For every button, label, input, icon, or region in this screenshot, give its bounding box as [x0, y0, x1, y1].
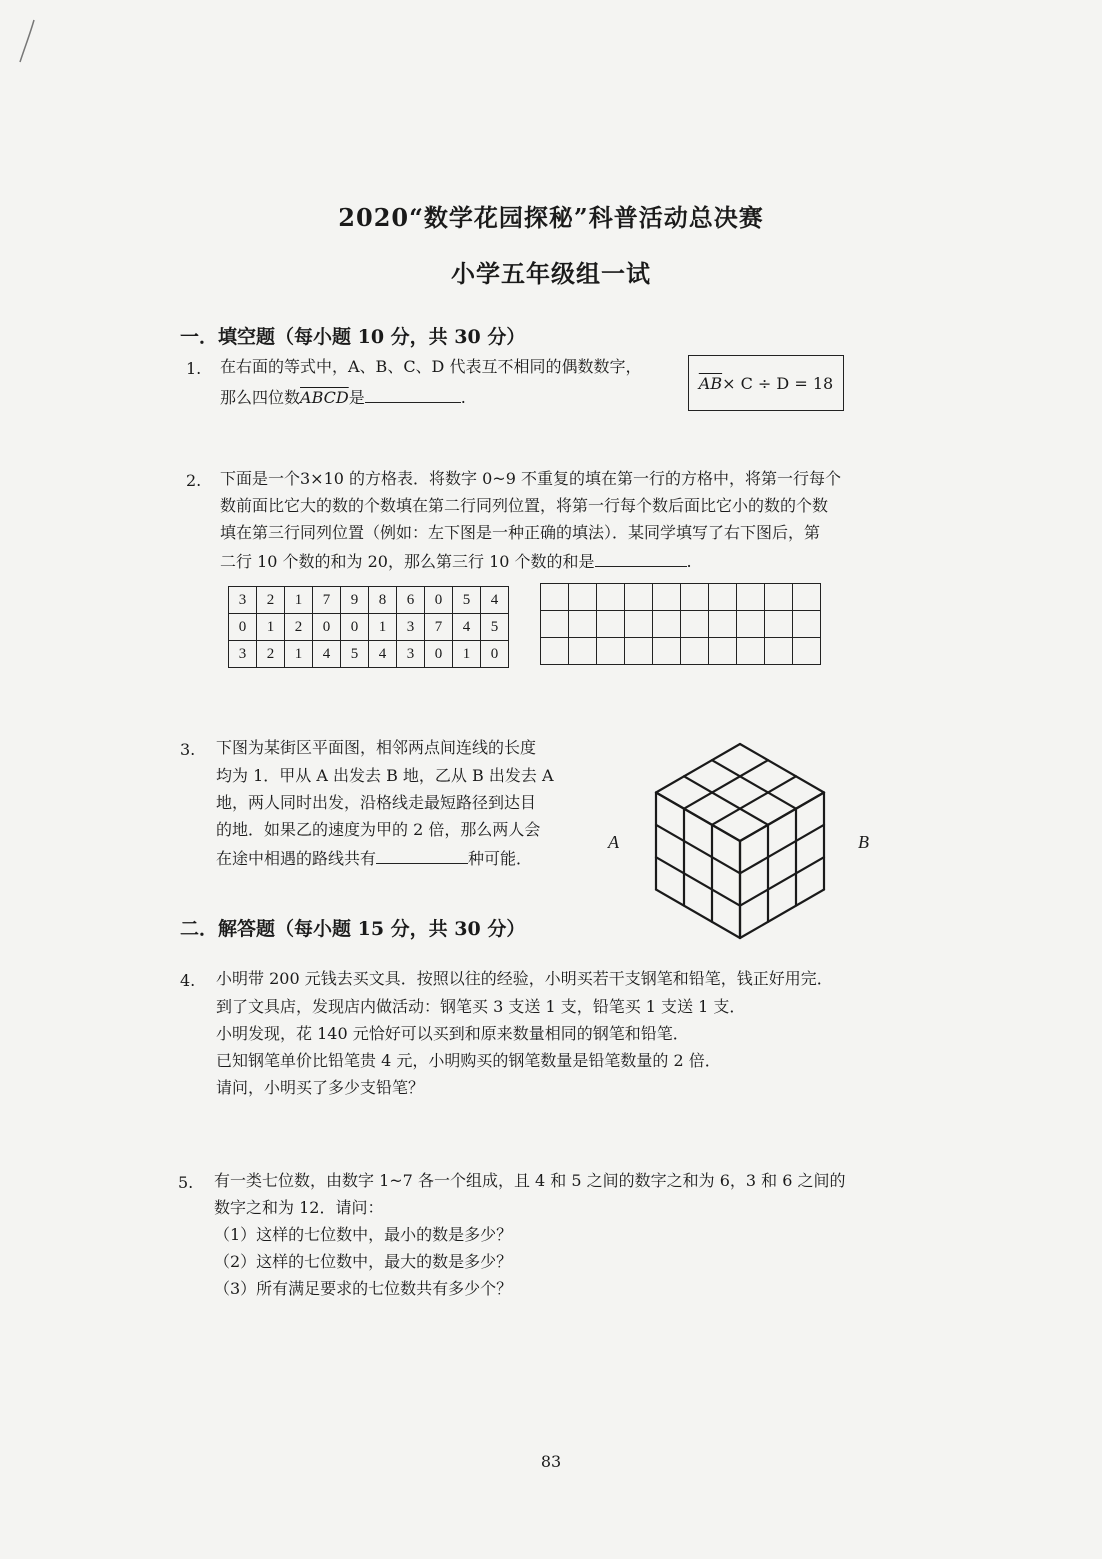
question-text-part: 是: [348, 388, 365, 407]
question-text-part: 种可能．: [468, 849, 533, 868]
grid-cell: 2: [285, 614, 313, 641]
grid-cell: 4: [481, 587, 509, 614]
question-number: 3.: [180, 740, 196, 759]
grid-cell: 0: [425, 587, 453, 614]
point-b-label: B: [858, 832, 869, 852]
grid-cell[interactable]: [625, 611, 653, 638]
street-segment: [740, 890, 824, 939]
grid-row: [541, 611, 821, 638]
question-text: [220, 388, 466, 406]
grid-cell[interactable]: [709, 584, 737, 611]
grid-cell[interactable]: [709, 638, 737, 665]
grid-cell[interactable]: [653, 638, 681, 665]
section-heading-problems: 二．解答题（每小题 15 分，共 30 分）: [180, 918, 526, 940]
grid-row: [541, 584, 821, 611]
grid-cell[interactable]: [653, 584, 681, 611]
grid-cell[interactable]: [597, 611, 625, 638]
question-text-part: .: [460, 388, 466, 407]
answer-blank[interactable]: [595, 552, 687, 567]
question-text: 请问，小明买了多少支铅笔？: [216, 1078, 425, 1097]
grid-cell: 7: [425, 614, 453, 641]
question-number: 4.: [180, 971, 196, 990]
question-text: 数前面比它大的数的个数填在第二行同列位置，将第一行每个数后面比它小的数的个数: [220, 496, 829, 515]
grid-cell: 5: [481, 614, 509, 641]
question-text-part: 那么四位数: [220, 388, 301, 407]
grid-cell: 1: [453, 641, 481, 668]
question-text: 数字之和为 12．请问：: [214, 1198, 384, 1217]
grid-cell[interactable]: [541, 584, 569, 611]
scan-mark: [14, 18, 44, 68]
question-text: 下图为某街区平面图，相邻两点间连线的长度: [216, 738, 537, 757]
question-text-part: 在途中相遇的路线共有: [216, 849, 377, 868]
grid-cell: 0: [425, 641, 453, 668]
grid-cell[interactable]: [541, 638, 569, 665]
page-number: 83: [540, 1452, 562, 1471]
grid-cell[interactable]: [569, 638, 597, 665]
question-text: 填在第三行同列位置（例如：左下图是一种正确的填法）．某同学填写了右下图后，第: [220, 523, 821, 542]
question-text: 到了文具店，发现店内做活动：钢笔买 3 支送 1 支，铅笔买 1 支送 1 支．: [216, 997, 746, 1016]
grid-cell[interactable]: [709, 611, 737, 638]
question-text: 在右面的等式中，A、B、C、D 代表互不相同的偶数数字，: [220, 357, 642, 376]
grid-cell[interactable]: [765, 638, 793, 665]
grid-cell: 0: [341, 614, 369, 641]
question-text: 的地．如果乙的速度为甲的 2 倍，那么两人会: [216, 820, 541, 839]
question-text-part: .: [686, 552, 692, 571]
grid-row: [229, 587, 509, 614]
answer-blank[interactable]: [365, 388, 461, 403]
grid-cell[interactable]: [737, 584, 765, 611]
grid-cell[interactable]: [541, 611, 569, 638]
grid-row: [541, 638, 821, 665]
grid-row: [229, 641, 509, 668]
overlined-number: ABCD: [300, 388, 349, 407]
grid-cell[interactable]: [681, 638, 709, 665]
street-segment: [656, 825, 740, 874]
grid-cell[interactable]: [737, 611, 765, 638]
grid-cell[interactable]: [597, 638, 625, 665]
grid-cell: 5: [341, 641, 369, 668]
grid-cell[interactable]: [653, 611, 681, 638]
question-text: （1）这样的七位数中，最小的数是多少？: [214, 1225, 513, 1244]
question-text: 下面是一个3×10 的方格表．将数字 0~9 不重复的填在第一行的方格中，将第一行每个: [220, 469, 841, 488]
question-text: 有一类七位数，由数字 1~7 各一个组成，且 4 和 5 之间的数字之和为 6，3 和 6 之间的: [214, 1171, 846, 1190]
grid-cell[interactable]: [765, 611, 793, 638]
street-segment: [656, 890, 740, 939]
grid-cell: 2: [257, 641, 285, 668]
grid-cell: 6: [397, 587, 425, 614]
question-text: （3）所有满足要求的七位数共有多少个？: [214, 1279, 513, 1298]
grid-cell: 4: [453, 614, 481, 641]
grid-cell[interactable]: [625, 638, 653, 665]
answer-blank[interactable]: [376, 849, 468, 864]
question-text: 已知钢笔单价比铅笔贵 4 元，小明购买的钢笔数量是铅笔数量的 2 倍．: [216, 1051, 721, 1070]
question-text-part: 二行 10 个数的和为 20，那么第三行 10 个数的和是: [220, 552, 595, 571]
example-grid: [228, 586, 509, 668]
grid-cell: 0: [313, 614, 341, 641]
grid-cell: 7: [313, 587, 341, 614]
grid-cell[interactable]: [681, 584, 709, 611]
grid-cell: 2: [257, 587, 285, 614]
street-segment: [740, 825, 824, 874]
grid-cell: 9: [341, 587, 369, 614]
grid-cell: 1: [257, 614, 285, 641]
question-text: （2）这样的七位数中，最大的数是多少？: [214, 1252, 513, 1271]
street-segment: [740, 857, 824, 906]
grid-cell[interactable]: [681, 611, 709, 638]
question-text: 均为 1．甲从 A 出发去 B 地，乙从 B 出发去 A: [216, 766, 554, 785]
grid-cell[interactable]: [793, 638, 821, 665]
grid-cell: 5: [453, 587, 481, 614]
grid-cell[interactable]: [569, 584, 597, 611]
grid-cell: 8: [369, 587, 397, 614]
empty-grid: [540, 583, 821, 665]
equation-box: [688, 355, 844, 411]
grid-cell[interactable]: [737, 638, 765, 665]
grid-cell: 4: [369, 641, 397, 668]
page-title: 2020“数学花园探秘”科普活动总决赛: [338, 203, 764, 232]
question-text: 地，两人同时出发，沿格线走最短路径到达目: [216, 793, 537, 812]
question-number: 2.: [186, 471, 202, 490]
street-segment: [656, 857, 740, 906]
section-heading-fill-in: 一．填空题（每小题 10 分，共 30 分）: [180, 326, 526, 348]
grid-cell[interactable]: [569, 611, 597, 638]
grid-cell[interactable]: [793, 611, 821, 638]
page-subtitle: 小学五年级组一试: [451, 259, 651, 288]
question-text: [216, 849, 532, 867]
grid-cell: 3: [229, 587, 257, 614]
grid-cell[interactable]: [793, 584, 821, 611]
question-number: 5.: [178, 1173, 194, 1192]
question-number: 1.: [186, 359, 202, 378]
grid-cell: 0: [229, 614, 257, 641]
grid-cell: 1: [285, 587, 313, 614]
street-grid-diagram: [600, 738, 880, 944]
question-text: [220, 552, 692, 570]
equation-overlined: $\overline{AB}$: [698, 373, 723, 393]
grid-cell: 3: [397, 641, 425, 668]
grid-cell[interactable]: [625, 584, 653, 611]
grid-cell: 1: [285, 641, 313, 668]
question-text: 小明带 200 元钱去买文具．按照以往的经验，小明买若干支钢笔和铅笔，钱正好用完．: [216, 969, 833, 988]
grid-cell: 4: [313, 641, 341, 668]
grid-cell[interactable]: [765, 584, 793, 611]
grid-cell: 1: [369, 614, 397, 641]
equation-text: × C ÷ D = 18: [722, 373, 834, 393]
grid-row: [229, 614, 509, 641]
point-a-label: A: [608, 832, 619, 852]
grid-cell[interactable]: [597, 584, 625, 611]
question-text: 小明发现，花 140 元恰好可以买到和原来数量相同的钢笔和铅笔．: [216, 1024, 689, 1043]
grid-cell: 3: [397, 614, 425, 641]
grid-cell: 3: [229, 641, 257, 668]
grid-cell: 0: [481, 641, 509, 668]
